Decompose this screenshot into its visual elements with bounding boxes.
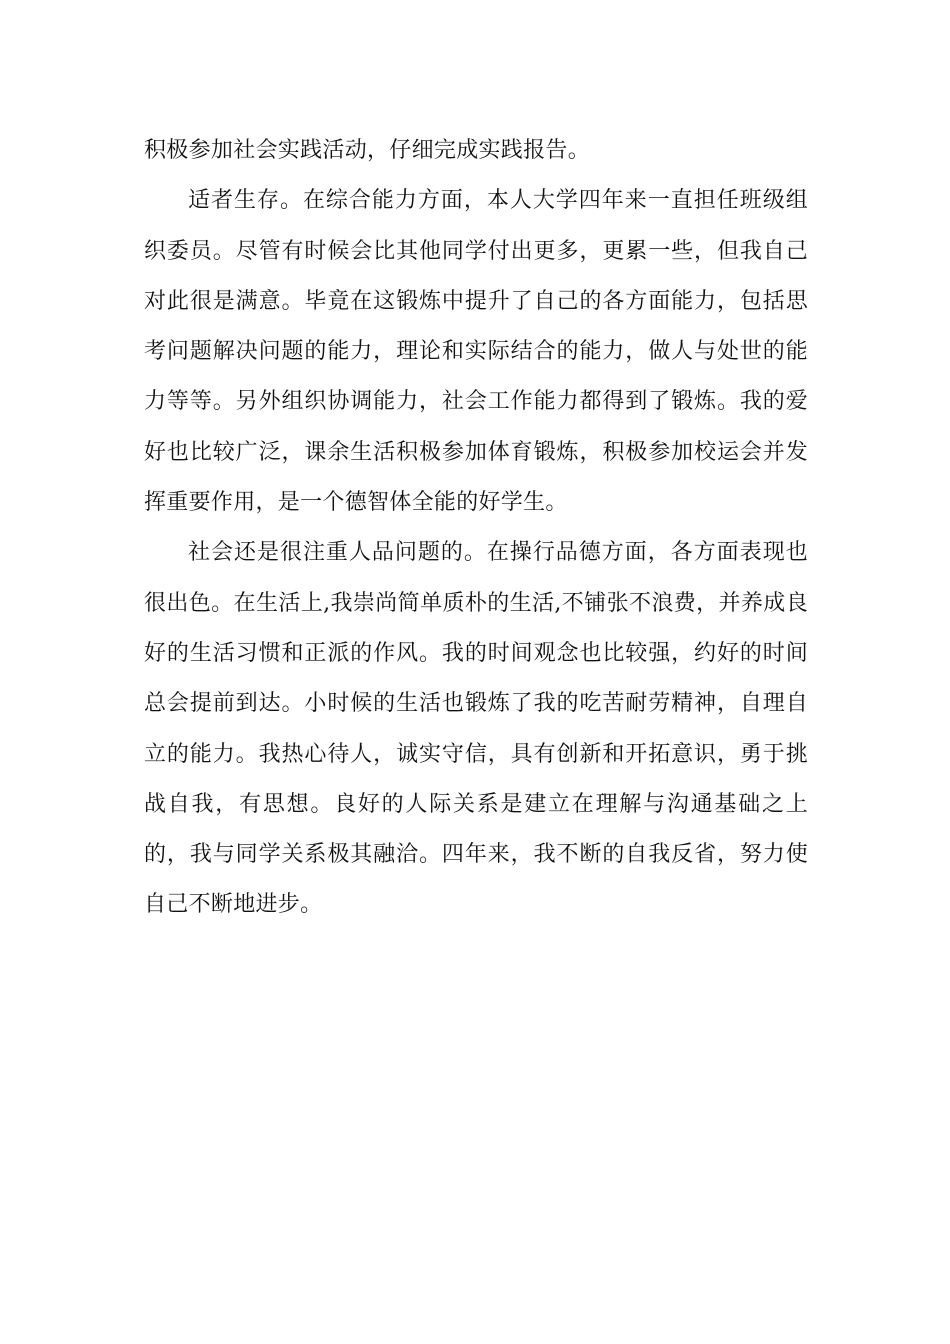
paragraph-continuation: 积极参加社会实践活动，仔细完成实践报告。 [144,138,591,163]
paragraph-abilities: 适者生存。在综合能力方面，本人大学四年来一直担任班级组织委员。尽管有时候会比其他同学付出更多，更累一些，但我自己对此很是满意。毕竟在这锻炼中提升了自己的各方面能力，包括思考问题解决问题的能力，理论和实际结合的能力，做人与处世的能力等等。另外组织协调能力，社会工作能力都得到了锻炼。我的爱好也比较广泛，课余生活积极参加体育锻炼，积极参加校运会并发挥重要作用，是一个德智体全能的好学生。 [144,188,808,516]
paragraph-character: 社会还是很注重人品问题的。在操行品德方面，各方面表现也很出色。在生活上,我崇尚简单质朴的生活,不铺张不浪费，并养成良好的生活习惯和正派的作风。我的时间观念也比较强，约好的时间总会提前到达。小时候的生活也锻炼了我的吃苦耐劳精神，自理自立的能力。我热心待人，诚实守信，具有创新和开拓意识，勇于挑战自我，有思想。良好的人际关系是建立在理解与沟通基础之上的，我与同学关系极其融洽。四年来，我不断的自我反省，努力使自己不断地进步。 [144,540,808,918]
document-body [144,126,808,931]
